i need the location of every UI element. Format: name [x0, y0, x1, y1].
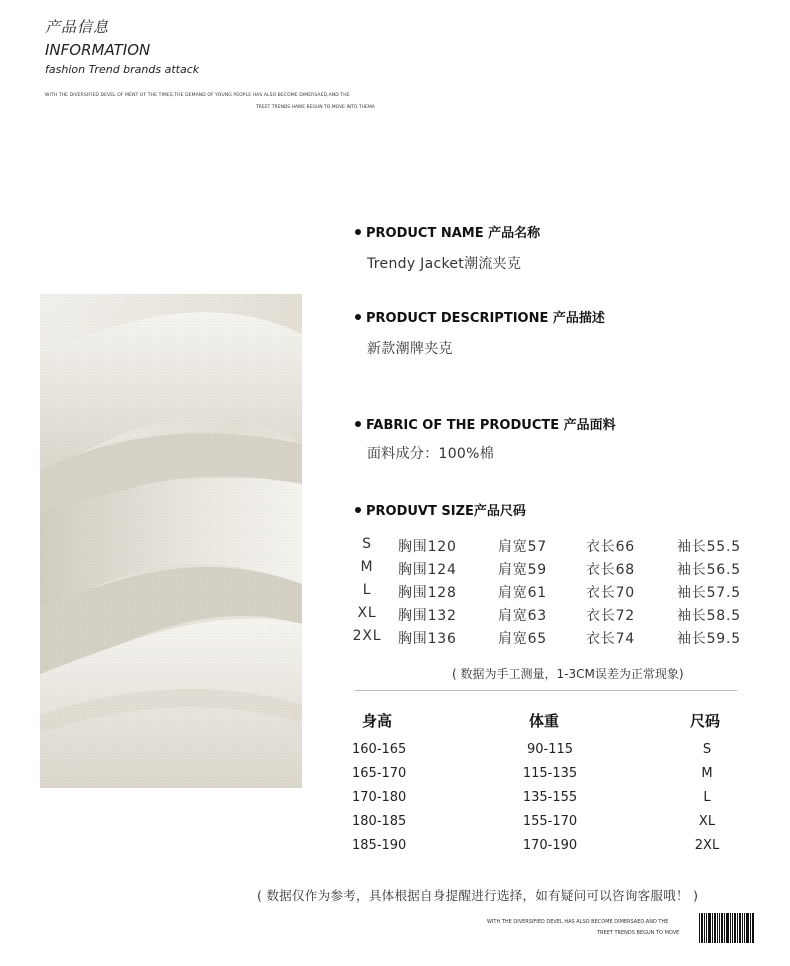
- footer-tiny-text-2: TREET TRENDS BEGUN TO MOVE: [597, 930, 680, 936]
- height-value: 185-190: [352, 838, 407, 853]
- size-reference-table: [352, 742, 742, 862]
- size-chart-section: [355, 500, 526, 519]
- sleeve-value: 袖长57.5: [677, 585, 741, 601]
- reference-row: [352, 838, 742, 862]
- length-value: 衣长66: [586, 539, 636, 555]
- shoulder-value: 肩宽59: [498, 562, 548, 578]
- header-cn-title: 产品信息: [45, 18, 110, 36]
- height-value: 165-170: [352, 766, 407, 781]
- shoulder-value: 肩宽57: [498, 539, 548, 555]
- bullet-dot-icon: [355, 507, 361, 513]
- reference-row: [352, 742, 742, 766]
- header-subtitle: fashion Trend brands attack: [45, 63, 200, 76]
- product-description-value: 新款潮牌夹克: [367, 341, 453, 357]
- sleeve-value: 袖长56.5: [677, 562, 741, 578]
- header-en-title: INFORMATION: [45, 41, 151, 59]
- length-value: 衣长68: [586, 562, 636, 578]
- sleeve-value: 袖长59.5: [677, 631, 741, 647]
- reference-note: ( 数据仅作为参考，具体根据自身提醒进行选择，如有疑问可以咨询客服哦！ ): [257, 888, 699, 903]
- barcode-icon: [699, 913, 755, 943]
- weight-value: 155-170: [522, 814, 578, 829]
- weight-value: 170-190: [522, 838, 578, 853]
- sleeve-value: 袖长58.5: [677, 608, 741, 624]
- fabric-folds-graphic: [40, 294, 302, 788]
- bullet-dot-icon: [355, 314, 361, 320]
- bullet-dot-icon: [355, 229, 361, 235]
- bullet-dot-icon: [355, 421, 361, 427]
- fabric-photo: [40, 294, 302, 788]
- product-name-section: [355, 222, 540, 273]
- shoulder-value: 肩宽65: [498, 631, 548, 647]
- reference-row: [352, 814, 742, 838]
- chest-value: 胸围124: [398, 562, 457, 578]
- header-tiny-text-2: TREET TRENDS HAWE BEGUN TO MOVE INTO THEMA: [256, 105, 375, 110]
- measurement-note: ( 数据为手工测量，1-3CM误差为正常现象): [452, 667, 684, 681]
- weight-value: 90-115: [526, 742, 574, 757]
- length-value: 衣长70: [586, 585, 636, 601]
- size-value: XL: [698, 814, 716, 829]
- weight-header: 体重: [529, 712, 560, 730]
- footer-tiny-text-1: WITH THE DIVERSIFIED DEVEL HAS ALSO BECOME DIMERSAED,AND THE: [487, 919, 669, 925]
- size-value: 2XL: [694, 838, 720, 853]
- chest-value: 胸围136: [398, 631, 457, 647]
- size-label: XL: [357, 605, 377, 621]
- length-value: 衣长74: [586, 631, 636, 647]
- product-name-value: Trendy Jacket潮流夹克: [367, 256, 522, 272]
- header-tiny-text-1: WITH THE DIVERSIFIED DEVEL OF MENT OF THE TIMES,THE DEMAND OF YOUNG PEOPLE HAS ALSO BECOME DIMERSAED,AND THE: [45, 93, 350, 98]
- size-value: S: [702, 742, 712, 757]
- product-description-heading: PRODUCT DESCRIPTIONE 产品描述: [366, 311, 605, 326]
- divider-line: [355, 690, 737, 691]
- height-value: 160-165: [352, 742, 407, 757]
- reference-row: [352, 766, 742, 790]
- size-header: 尺码: [690, 712, 721, 730]
- size-chart-heading: PRODUVT SIZE产品尺码: [366, 504, 526, 519]
- height-value: 180-185: [352, 814, 407, 829]
- size-label: M: [360, 559, 374, 575]
- shoulder-value: 肩宽61: [498, 585, 548, 601]
- size-label: L: [362, 582, 372, 598]
- chest-value: 胸围128: [398, 585, 457, 601]
- weight-value: 115-135: [522, 766, 578, 781]
- fabric-value: 面料成分：100%棉: [367, 446, 495, 462]
- product-description-section: [355, 307, 605, 358]
- size-label: S: [362, 536, 372, 552]
- height-value: 170-180: [352, 790, 407, 805]
- reference-row: [352, 790, 742, 814]
- fabric-heading: FABRIC OF THE PRODUCTE 产品面料: [366, 418, 616, 433]
- product-name-heading: PRODUCT NAME 产品名称: [366, 226, 541, 241]
- size-value: L: [703, 790, 711, 805]
- weight-value: 135-155: [522, 790, 578, 805]
- length-value: 衣长72: [586, 608, 636, 624]
- height-header: 身高: [362, 712, 393, 730]
- chest-value: 胸围132: [398, 608, 457, 624]
- fabric-section: [355, 414, 616, 463]
- info-header: [45, 16, 199, 76]
- shoulder-value: 肩宽63: [498, 608, 548, 624]
- size-label: 2XL: [352, 628, 382, 644]
- size-value: M: [701, 766, 713, 781]
- chest-value: 胸围120: [398, 539, 457, 555]
- sleeve-value: 袖长55.5: [677, 539, 741, 555]
